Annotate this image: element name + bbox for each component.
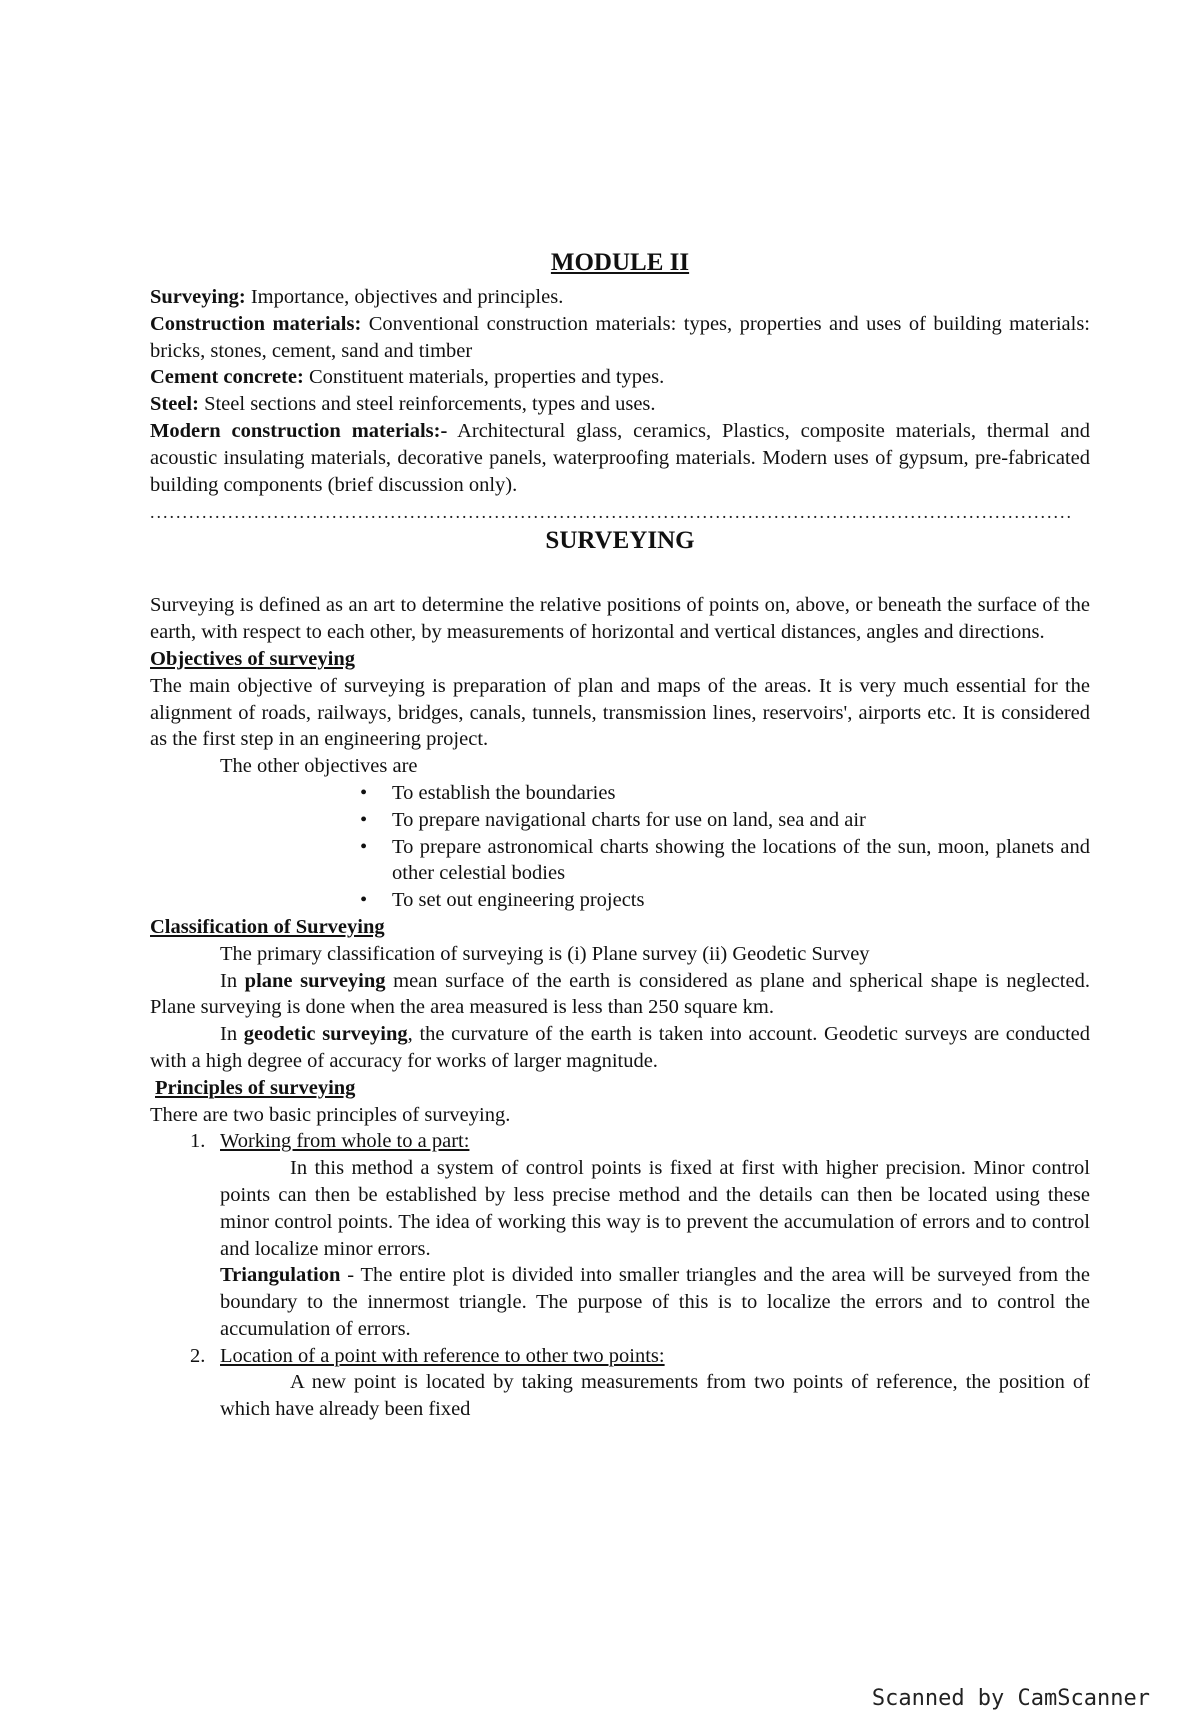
syllabus-label: Cement concrete: [150, 366, 304, 389]
document-page [150, 248, 1090, 1423]
list-item-text: To establish the boundaries [392, 781, 616, 804]
syllabus-block [150, 284, 1090, 498]
item-number: 1. [190, 1130, 206, 1153]
definition-paragraph: Surveying is defined as an art to determine the relative positions of points on, above, or beneath the surface of the earth, with respect to each other, by measurements of horizontal and vertical distances, angles and directions. [150, 594, 1090, 644]
principle-title: Working from whole to a part: [220, 1130, 470, 1153]
syllabus-text: Conventional construction materials: types, properties and uses of building materials: bricks, stones, cement, sand and timber [150, 312, 1090, 362]
bullet-icon: • [360, 781, 368, 804]
syllabus-label: Steel: [150, 393, 199, 416]
syllabus-text: Constituent materials, properties and types. [303, 366, 665, 389]
dotted-separator: .............................................................................................................................................. [150, 502, 1073, 523]
principle-title: Location of a point with reference to other two points: [220, 1344, 665, 1367]
principle-paragraph: In this method a system of control points is fixed at first with higher precision. Minor control points can then be established by less precise method and the details can then be located using these minor control points. The idea of working this way is to prevent the accumulation of errors and to control and localize minor errors. [220, 1157, 1090, 1260]
principle-paragraph: A new point is located by taking measurements from two points of reference, the position of which have already been fixed [220, 1371, 1090, 1421]
scanner-watermark: Scanned by CamScanner [871, 1686, 1150, 1711]
syllabus-item [150, 284, 1090, 311]
item-number: 2. [190, 1344, 206, 1367]
plane-prefix: In [220, 969, 245, 992]
syllabus-text: Architectural glass, ceramics, Plastics, composite materials, thermal and acoustic insulating materials, decorative panels, waterproofing materials. Modern uses of gypsum, pre-fabricated building components (brief discussion only). [150, 419, 1090, 496]
objectives-heading: Objectives of surveying [150, 647, 355, 670]
geodetic-term: geodetic surveying [243, 1023, 408, 1046]
list-item [360, 887, 1090, 914]
geodetic-prefix: In [220, 1023, 244, 1046]
section-title: SURVEYING [545, 527, 695, 555]
list-item [360, 834, 1090, 888]
syllabus-item [150, 391, 1090, 418]
classification-heading: Classification of Surveying [150, 915, 385, 938]
classification-primary: The primary classification of surveying is (i) Plane survey (ii) Geodetic Survey [220, 942, 870, 965]
syllabus-label: Construction materials: [150, 312, 362, 335]
triangulation-text: - The entire plot is divided into smaller triangles and the area will be surveyed from the boundary to the innermost triangle. The purpose of this is to localize the errors and to control the accumulation of errors. [220, 1264, 1090, 1340]
triangulation-term: Triangulation [220, 1264, 341, 1287]
objectives-list [150, 780, 1090, 914]
objectives-intro: The main objective of surveying is preparation of plan and maps of the areas. It is very much essential for the alignment of roads, railways, bridges, canals, tunnels, transmission lines, reservoirs', airports etc. It is considered as the first step in an engineering project. [150, 674, 1090, 751]
list-item [190, 1128, 1090, 1342]
syllabus-text: Steel sections and steel reinforcements, types and uses. [198, 393, 656, 416]
bullet-icon: • [360, 835, 368, 858]
syllabus-item [150, 418, 1090, 498]
geodetic-surveying-paragraph [150, 1021, 1090, 1075]
list-item-text: To set out engineering projects [392, 889, 645, 912]
principles-heading: Principles of surveying [155, 1076, 356, 1099]
list-item-text: To prepare navigational charts for use on land, sea and air [392, 808, 866, 831]
principles-list [150, 1128, 1090, 1423]
list-item [360, 780, 1090, 807]
bullet-icon: • [360, 889, 368, 912]
principles-intro: There are two basic principles of surveying. [150, 1103, 511, 1126]
list-item-text: To prepare astronomical charts showing the locations of the sun, moon, planets and other celestial bodies [392, 835, 1090, 885]
other-objectives-label: The other objectives are [220, 755, 418, 778]
list-item [360, 807, 1090, 834]
list-item [190, 1343, 1090, 1423]
syllabus-item [150, 364, 1090, 391]
syllabus-label: Modern construction materials:- [150, 419, 448, 442]
syllabus-item [150, 311, 1090, 365]
plane-surveying-paragraph [150, 968, 1090, 1022]
bullet-icon: • [360, 808, 368, 831]
plane-term: plane surveying [244, 969, 386, 992]
syllabus-text: Importance, objectives and principles. [245, 286, 564, 308]
triangulation-paragraph [220, 1262, 1090, 1342]
plane-text: mean surface of the earth is considered as plane and spherical shape is neglected. Plane surveying is done when the area measured is less than 250 square km. [150, 969, 1090, 1019]
geodetic-text: , the curvature of the earth is taken into account. Geodetic surveys are conducted with a high degree of accuracy for works of larger magnitude. [150, 1023, 1091, 1072]
syllabus-label: Surveying: [150, 286, 246, 308]
module-title: MODULE II [550, 249, 690, 276]
